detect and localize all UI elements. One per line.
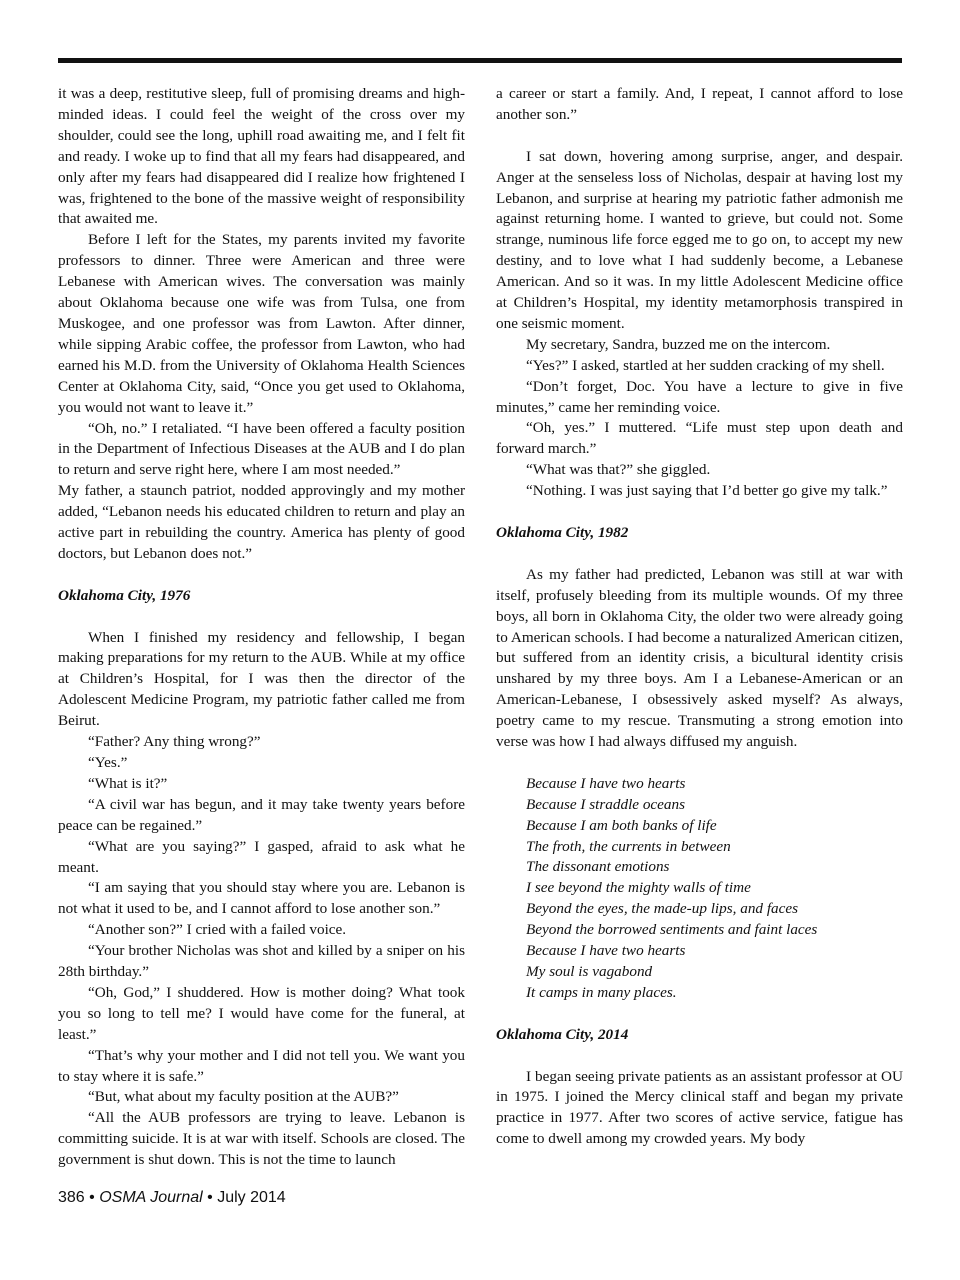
section-heading-1982: Oklahoma City, 1982 [496, 524, 629, 541]
paragraph: a career or start a family. And, I repeat, I cannot afford to lose another son.” [496, 85, 903, 123]
poem-line: Because I have two hearts [526, 942, 686, 960]
poem-line: My soul is vagabond [526, 963, 653, 980]
paragraph: My father, a staunch patriot, nodded approvingly and my mother added, “Lebanon needs his educated children to return and play an active part in rebuilding the country. America has plenty of good doctors, but Lebanon does not.” [58, 482, 465, 562]
poem-line: Because I am both banks of life [526, 816, 717, 834]
top-rule [58, 58, 902, 63]
issue-date: July 2014 [217, 1189, 286, 1206]
dialogue-line: “Yes?” I asked, startled at her sudden cracking of my shell. [526, 356, 885, 374]
paragraph: it was a deep, restitutive sleep, full of promising dreams and high-minded ideas. I could feel the weight of the cross over my shoulder, could see the long, uphill road awaiting me, and I felt fit and ready. I woke up to find that all my fears had disappeared, and only after my fears had disappeared did I realize how frightened I was, frightened to the bone of the massive weight of responsibility that awaited me. [58, 85, 465, 228]
dialogue-line: “Oh, God,” I shuddered. How is mother doing? What took you so long to tell me? I would have come for the funeral, at least.” [58, 983, 465, 1043]
dialogue-line: “I am saying that you should stay where you are. Lebanon is not what it used to be, and I cannot afford to lose another son.” [58, 879, 465, 918]
dialogue-line: “What was that?” she giggled. [526, 461, 711, 479]
dialogue-line: “A civil war has begun, and it may take twenty years before peace can be regained.” [58, 795, 465, 834]
dialogue-line: “But, what about my faculty position at the AUB?” [88, 1088, 399, 1106]
poem-line: The froth, the currents in between [526, 837, 731, 855]
paragraph: As my father had predicted, Lebanon was still at war with itself, profusely bleeding from its multiple wounds. Of my three boys, all born in Oklahoma City, the older two were already going to American schools. I had become a naturalized American citizen, but suffered from an identity crisis, a bicultural identity crisis unshared by my three boys. Am I a Lebanese-American or an American-Lebanese, I obsessively asked myself? As always, poetry came to my rescue. Transmuting a strong emotion into verse was how I had always diffused my anguish. [496, 565, 903, 751]
dialogue-line: “All the AUB professors are trying to leave. Lebanon is committing suicide. It is at war with itself. Schools are closed. The government is shut down. This is not the time to launch [58, 1109, 465, 1169]
poem-line: I see beyond the mighty walls of time [526, 879, 751, 897]
poem-line: Beyond the borrowed sentiments and faint laces [526, 921, 818, 939]
dialogue-line: “Nothing. I was just saying that I’d better go give my talk.” [526, 482, 888, 500]
dialogue-line: “What are you saying?” I gasped, afraid to ask what he meant. [58, 837, 465, 876]
paragraph: “Oh, no.” I retaliated. “I have been offered a faculty position in the Department of Infectious Diseases at the AUB and I do plan to return and serve right here, where I am most needed.” [58, 419, 465, 479]
right-column [496, 84, 903, 1176]
dialogue-line: “Another son?” I cried with a failed voice. [88, 921, 347, 939]
paragraph: I began seeing private patients as an assistant professor at OU in 1975. I joined the Mercy clinical staff and began my private practice in 1977. After two scores of active service, fatigue has come to dwell among my crowded years. My body [496, 1067, 903, 1148]
paragraph: Before I left for the States, my parents invited my favorite professors to dinner. Three were American and three were Lebanese with American wives. The conversation was mainly about Oklahoma because one wife was from Tulsa, one from Muskogee, and one professor was from Lawton. After dinner, while sipping Arabic coffee, the professor from Lawton, who had earned his M.D. from the University of Oklahoma Health Sciences Center at Oklahoma City, said, “Once you get used to Oklahoma, you would not want to leave it.” [58, 231, 465, 416]
poem-line: The dissonant emotions [526, 858, 670, 876]
poem-line: It camps in many places. [526, 983, 677, 1001]
page-footer [58, 1189, 286, 1207]
paragraph: When I finished my residency and fellowship, I began making preparations for my return to the AUB. While at my office at Children’s Hospital, for I was then the director of the Adolescent Medicine Program, my patriotic father called me from Beirut. [58, 628, 465, 730]
dialogue-line: “Yes.” [88, 753, 128, 771]
paragraph: My secretary, Sandra, buzzed me on the intercom. [526, 335, 831, 353]
left-column [58, 84, 465, 1176]
footer-separator: • [207, 1189, 213, 1206]
page-number: 386 [58, 1189, 85, 1206]
dialogue-line: “What is it?” [88, 774, 168, 792]
dialogue-line: “Father? Any thing wrong?” [88, 733, 261, 751]
footer-separator: • [89, 1189, 95, 1206]
dialogue-line: “Oh, yes.” I muttered. “Life must step upon death and forward march.” [496, 419, 903, 458]
dialogue-line: “Your brother Nicholas was shot and killed by a sniper on his 28th birthday.” [58, 942, 465, 981]
dialogue-line: “Don’t forget, Doc. You have a lecture to give in five minutes,” came her reminding voice. [496, 377, 903, 416]
section-heading-1976: Oklahoma City, 1976 [58, 586, 191, 604]
journal-name: OSMA Journal [99, 1189, 203, 1206]
poem-line: Beyond the eyes, the made-up lips, and faces [526, 900, 799, 918]
poem [496, 774, 903, 1004]
poem-line: Because I have two hearts [526, 774, 686, 792]
poem-line: Because I straddle oceans [526, 795, 686, 813]
dialogue-line: “That’s why your mother and I did not tell you. We want you to stay where it is safe.” [58, 1046, 465, 1085]
section-heading-2014: Oklahoma City, 2014 [496, 1025, 629, 1043]
paragraph: I sat down, hovering among surprise, anger, and despair. Anger at the senseless loss of Nicholas, despair at having lost my Lebanon, and surprise at hearing my patriotic father admonish me against returning home. I wanted to grieve, but could not. Some strange, numinous life force egged me to go on, to accept my new destiny, and to love what I had suddenly become, a Lebanese American. And so it was. In my little Adolescent Medicine office at Children’s Hospital, my identity metamorphosis transpired in one seismic moment. [496, 147, 903, 332]
